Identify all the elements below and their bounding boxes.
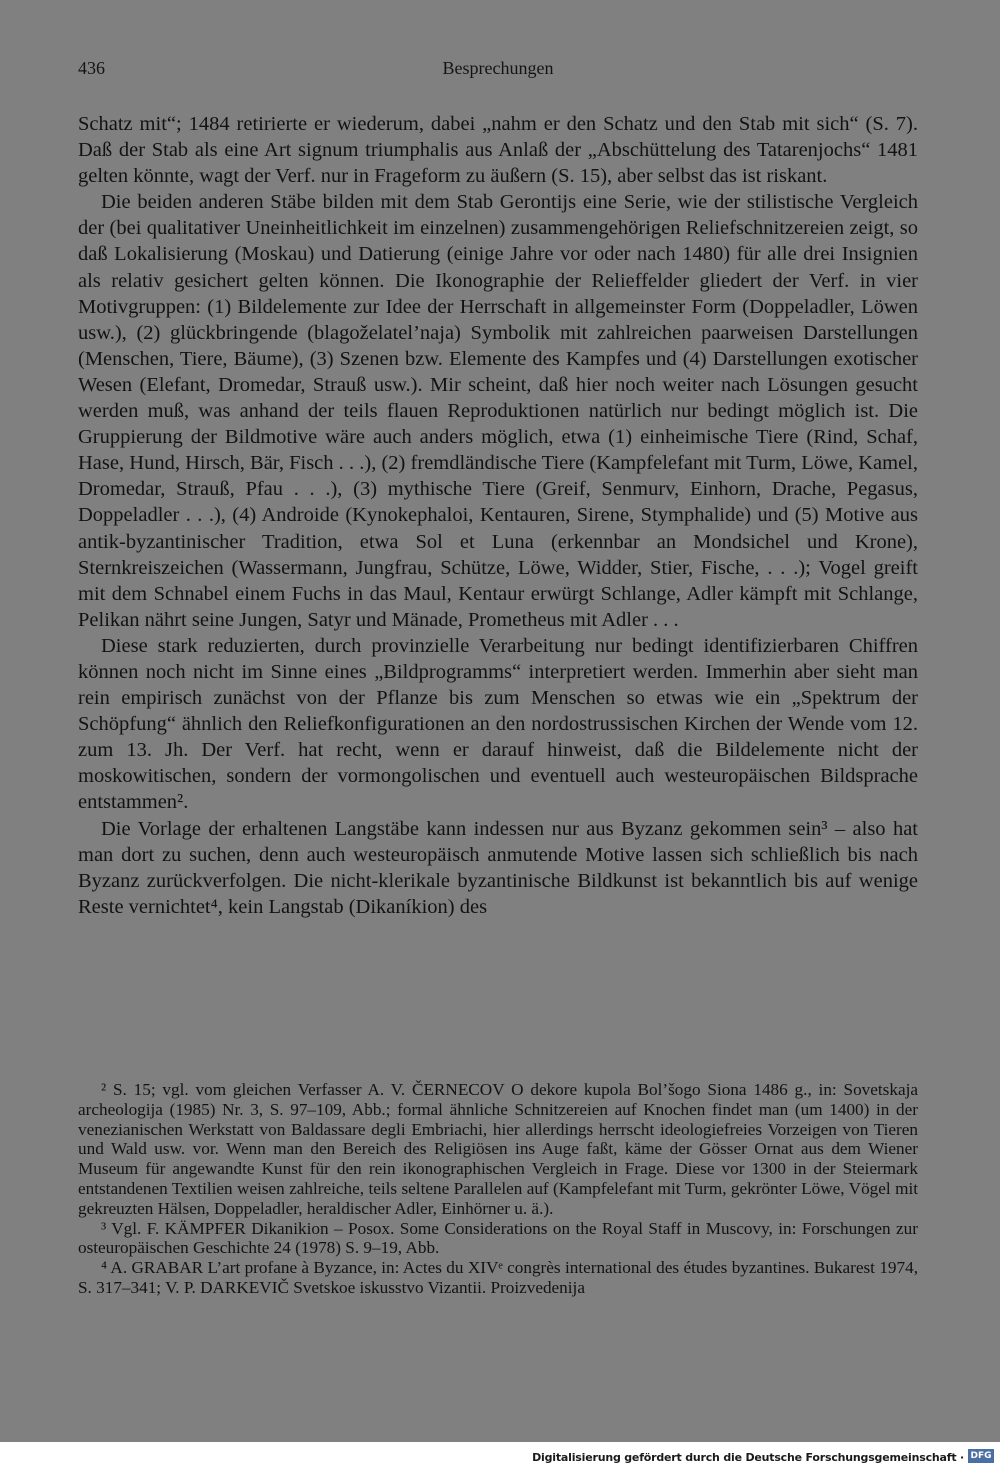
- running-head: [78, 58, 918, 86]
- page-number: 436: [78, 58, 105, 78]
- digitization-credit: Digitalisierung gefördert durch die Deutsche Forschungsgemeinschaft ·: [532, 1451, 964, 1464]
- footnote-2: ² S. 15; vgl. vom gleichen Verfasser A. V. ČERNECOV O dekore kupola Bol’šogo Siona 1486 g., in: Sovetskaja archeologija (1985) Nr. 3, S. 97–109, Abb.; formal ähnliche Schnitzereien auf Knochen findet man (um 1400) in der venezianischen Werkstatt von Baldassare degli Embriachi, hier allerdings herrscht ideologiefreies Vorzeigen von Tieren und Wald usw. vor. Wenn man den Bereich des Religiösen ins Auge faßt, käme der Gösser Ornat aus dem Wiener Museum für angewandte Kunst für den rein ikonographischen Vergleich in Frage. Diese vor 1300 in der Steiermark entstandenen Textilien weisen zahlreiche, teils seltene Parallelen auf (Kampfelefant mit Turm, gekrönter Löwe, Vögel mit gekreuzten Hälsen, Doppeladler, heraldischer Adler, Einhörner u. ä.).: [78, 1080, 918, 1218]
- body-text: [78, 111, 918, 920]
- running-title: Besprechungen: [442, 58, 554, 78]
- footnote-4: ⁴ A. GRABAR L’art profane à Byzance, in: Actes du XIVᵉ congrès international des études byzantines. Bukarest 1974, S. 317–341; V. P. DARKEVIČ Svetskoe iskusstvo Vizantii. Proizvedenija: [78, 1258, 918, 1297]
- paragraph-3: Diese stark reduzierten, durch provinzielle Verarbeitung nur bedingt identifizierbaren Chiffren können noch nicht im Sinne eines „Bildprogramms“ interpretiert werden. Immerhin aber sieht man rein empirisch zunächst von der Pflanze bis zum Menschen so etwas wie ein „Spektrum der Schöpfung“ ähnlich den Reliefkonfigurationen an den nordostrussischen Kirchen der Wende vom 12. zum 13. Jh. Der Verf. hat recht, wenn er darauf hinweist, daß die Bildelemente nicht der moskowitischen, sondern der vormongolischen und eventuell auch westeuropäischen Bildsprache entstammen².: [78, 634, 918, 814]
- footnote-3: ³ Vgl. F. KÄMPFER Dikanikion – Posox. Some Considerations on the Royal Staff in Muscovy, in: Forschungen zur osteuropäischen Geschichte 24 (1978) S. 9–19, Abb.: [78, 1218, 918, 1258]
- paragraph-4: Die Vorlage der erhaltenen Langstäbe kann indessen nur aus Byzanz gekommen sein³ – also hat man dort zu suchen, denn auch westeuropäisch anmutende Motive lassen sich schließlich bis nach Byzanz zurückverfolgen. Die nicht-klerikale byzantinische Bildkunst ist bekanntlich bis auf wenige Reste vernichtet⁴, kein Langstab (Dikaníkion) des: [78, 817, 918, 918]
- dfg-logo: DFG: [968, 1449, 994, 1463]
- paragraph-1: Schatz mit“; 1484 retirierte er wiederum, dabei „nahm er den Schatz und den Stab mit sich“ (S. 7). Daß der Stab als eine Art signum triumphalis aus Anlaß der „Abschüttelung des Tatarenjochs“ 1481 gelten könnte, wagt der Verf. nur in Frageform zu äußern (S. 15), aber selbst das ist riskant.: [78, 113, 918, 188]
- footnotes: [78, 1080, 918, 1298]
- footer-bar: [0, 1442, 1000, 1469]
- paragraph-2: Die beiden anderen Stäbe bilden mit dem Stab Gerontijs eine Serie, wie der stilistische Vergleich der (bei qualitativer Uneinheitlichkeit im einzelnen) zusammengehörigen Reliefschnitzereien zeigt, so daß Lokalisierung (Moskau) und Datierung (einige Jahre vor oder nach 1480) für alle drei Insignien als relativ gesichert gelten können. Die Ikonographie der Relieffelder gliedert der Verf. in vier Motivgruppen: (1) Bildelemente zur Idee der Herrschaft in allgemeinster Form (Doppeladler, Löwen usw.), (2) glückbringende (blagoželatel’naja) Symbolik mit zahlreichen paarweisen Darstellungen (Menschen, Tiere, Bäume), (3) Szenen bzw. Elemente des Kampfes und (4) Darstellungen exotischer Wesen (Elefant, Dromedar, Strauß usw.). Mir scheint, daß hier noch weiter nach Lösungen gesucht werden muß, was anhand der teils flauen Reproduktionen natürlich nur bedingt möglich ist. Die Gruppierung der Bildmotive wäre auch anders möglich, etwa (1) einheimische Tiere (Rind, Schaf, Hase, Hund, Hirsch, Bär, Fisch . . .), (2) fremdländische Tiere (Kampfelefant mit Turm, Löwe, Kamel, Dromedar, Strauß, Pfau . . .), (3) mythische Tiere (Greif, Senmurv, Einhorn, Drache, Pegasus, Doppeladler . . .), (4) Androide (Kynokephaloi, Kentauren, Sirene, Stymphalide) und (5) Motive aus antik-byzantinischer Tradition, etwa Sol et Luna (erkennbar an Mondsichel und Krone), Sternkreiszeichen (Wassermann, Jungfrau, Schütze, Löwe, Widder, Stier, Fische, . . .); Vogel greift mit dem Schnabel einem Fuchs in das Maul, Kentaur erwürgt Schlange, Adler kämpft mit Schlange, Pelikan nährt seine Jungen, Satyr und Mänade, Prometheus mit Adler . . .: [78, 191, 918, 631]
